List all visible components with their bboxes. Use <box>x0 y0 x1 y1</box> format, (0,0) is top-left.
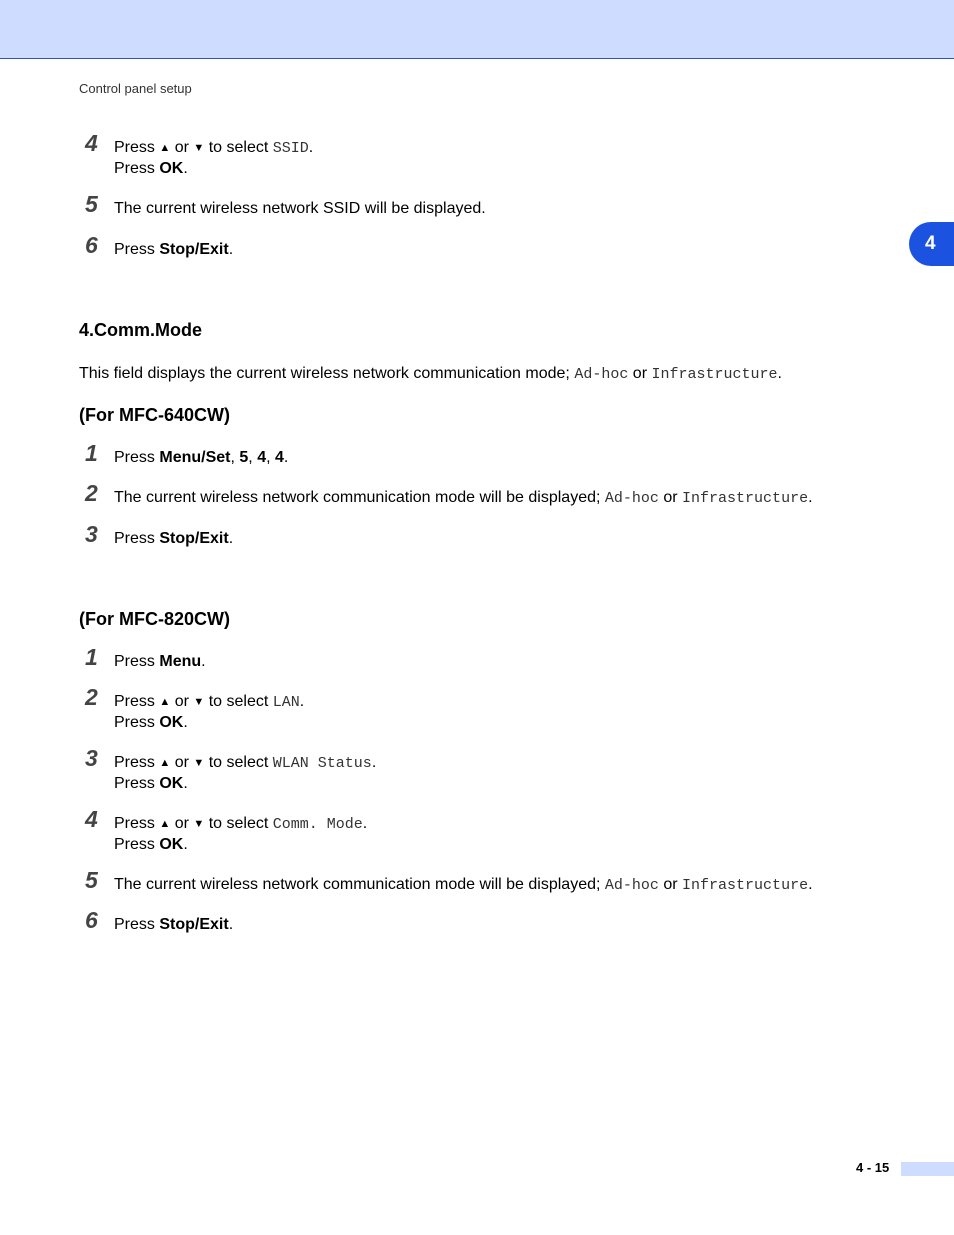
step-number: 4 <box>85 806 98 832</box>
up-arrow-icon: ▲ <box>159 142 171 154</box>
section-title: 4.Comm.Mode <box>79 320 203 340</box>
menu-set-key: Menu/Set <box>159 449 231 466</box>
down-arrow-icon: ▼ <box>193 757 205 769</box>
menu-value: WLAN Status <box>272 755 372 772</box>
menu-value: LAN <box>272 694 300 711</box>
mfc820-step-2: 2 Press ▲ or ▼ to select LAN. Press OK. <box>85 684 305 731</box>
step-number: 6 <box>85 907 98 933</box>
mfc820-step-6: 6 Press Stop/Exit. <box>85 907 234 933</box>
mfc640-step-3: 3 Press Stop/Exit. <box>85 521 234 547</box>
step-number: 1 <box>85 440 98 466</box>
step-4-select-ssid: 4 Press ▲ or ▼ to select SSID. Press OK. <box>85 130 314 177</box>
step-number: 5 <box>85 867 98 893</box>
mfc820-step-3: 3 Press ▲ or ▼ to select WLAN Status. Press OK. <box>85 745 377 792</box>
mfc820-title: (For MFC-820CW) <box>79 609 230 629</box>
mfc820-step-1: 1 Press Menu. <box>85 644 206 670</box>
step-5-ssid-displayed <box>85 191 486 219</box>
section-intro: This field displays the current wireless network communication mode; Ad-hoc or Infrastructure. <box>79 365 782 383</box>
step-6-stop-exit: 6 Press Stop/Exit. <box>85 232 234 258</box>
step-number: 4 <box>85 130 98 156</box>
step-text: The current wireless network SSID will be displayed. <box>114 200 486 217</box>
step-number: 1 <box>85 644 98 670</box>
up-arrow-icon: ▲ <box>159 696 171 708</box>
menu-key: Menu <box>159 653 202 670</box>
stop-exit-key: Stop/Exit <box>159 241 229 258</box>
mfc640-step-1: 1 Press Menu/Set, 5, 4, 4. <box>85 440 289 466</box>
mfc640-step-2: 2 The current wireless network communication mode will be displayed; Ad-hoc or Infrastructure. <box>85 480 813 507</box>
ok-key: OK <box>159 836 184 853</box>
mfc820-step-4: 4 Press ▲ or ▼ to select Comm. Mode. Press OK. <box>85 806 368 853</box>
up-arrow-icon: ▲ <box>159 818 171 830</box>
page-number-bar <box>901 1162 954 1176</box>
step-number: 2 <box>85 480 98 506</box>
chapter-tab[interactable]: 4 <box>909 222 954 266</box>
mfc640-title: (For MFC-640CW) <box>79 405 230 425</box>
stop-exit-key: Stop/Exit <box>159 530 229 547</box>
ok-key: OK <box>159 775 184 792</box>
step-number: 5 <box>85 191 98 217</box>
page-number: 4 - 15 <box>856 1160 890 1175</box>
ok-key: OK <box>159 714 184 731</box>
menu-value: Comm. Mode <box>272 816 363 833</box>
step-number: 3 <box>85 745 98 771</box>
step-number: 2 <box>85 684 98 710</box>
down-arrow-icon: ▼ <box>193 142 205 154</box>
menu-value: SSID <box>272 140 309 157</box>
ok-key: OK <box>159 160 184 177</box>
mfc820-step-5: 5 The current wireless network communication mode will be displayed; Ad-hoc or Infrastructure. <box>85 867 813 894</box>
down-arrow-icon: ▼ <box>193 818 205 830</box>
stop-exit-key: Stop/Exit <box>159 916 229 933</box>
header-band <box>0 0 954 59</box>
step-number: 6 <box>85 232 98 258</box>
breadcrumb: Control panel setup <box>79 81 192 96</box>
step-number: 3 <box>85 521 98 547</box>
up-arrow-icon: ▲ <box>159 757 171 769</box>
down-arrow-icon: ▼ <box>193 696 205 708</box>
